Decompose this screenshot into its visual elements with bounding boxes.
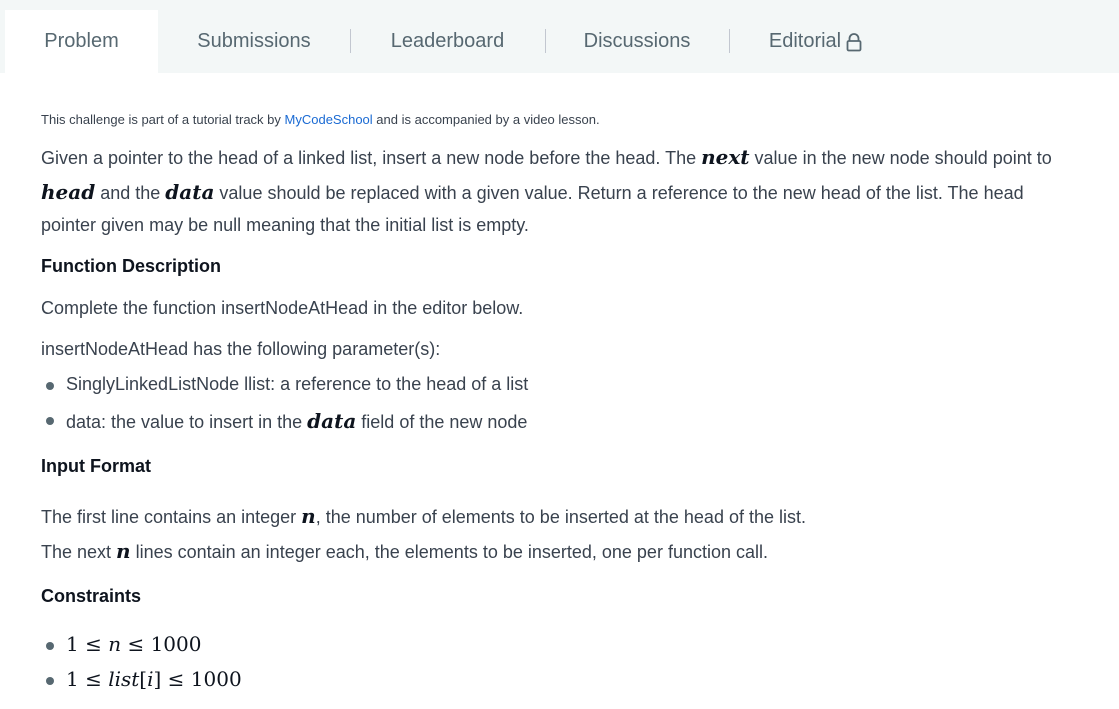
math-n: n [116,539,131,563]
input-text: lines contain an integer each, the elements to be inserted, one per function call. [130,542,768,562]
tab-editorial[interactable] [748,10,884,73]
description-text: pointer given may be null meaning that the initial list is empty. [41,215,529,235]
mycodeschool-link[interactable]: MyCodeSchool [284,112,373,127]
description-line-1 [41,145,1052,169]
function-description-line-1: Complete the function insertNodeAtHead in the editor below. [41,298,524,318]
tab-leaderboard-label: Leaderboard [390,30,505,52]
description-text: value in the new node should point to [749,148,1052,168]
param-text: field of the new node [356,412,528,432]
description-text: Given a pointer to the head of a linked list, insert a new node before the head. The [41,148,702,168]
tab-divider [545,29,546,53]
constraint-list-i [66,667,242,691]
tab-divider [729,29,730,53]
tab-problem[interactable] [5,10,158,73]
constraint-text: [ [139,667,148,691]
param-text: data: the value to insert in the [66,412,308,432]
tab-bar [0,0,1119,73]
function-description-heading: Function Description [41,256,221,276]
bullet-icon [46,642,54,650]
param-data [66,409,527,433]
lock-icon [845,32,863,52]
math-list: list [108,667,140,691]
description-text: and the [95,183,166,203]
tab-editorial-label: Editorial [768,30,842,52]
input-text: The first line contains an integer [41,507,302,527]
constraint-text: 1 ≤ [66,667,109,691]
math-n: n [301,504,316,528]
input-format-line-1 [41,504,806,528]
tab-discussions[interactable] [562,10,712,73]
param-llist: SinglyLinkedListNode llist: a reference to the head of a list [66,374,529,394]
math-i: i [147,667,154,691]
math-data: data [165,180,215,204]
tab-problem-label: Problem [44,30,119,52]
constraint-text: ] ≤ 1000 [153,667,242,691]
tab-submissions-label: Submissions [197,30,311,52]
function-description-line-2: insertNodeAtHead has the following parameter(s): [41,339,441,359]
tab-discussions-label: Discussions [583,30,691,52]
bullet-icon [46,417,54,425]
math-data: data [307,409,357,433]
track-note-prefix: This challenge is part of a tutorial track by [41,112,285,127]
input-text: The next [41,542,117,562]
description-line-3 [41,215,529,236]
constraint-n [66,632,201,656]
math-head: head [41,180,96,204]
constraint-text: 1 ≤ [66,632,109,656]
bullet-icon [46,382,54,390]
input-format-line-2 [41,539,768,563]
input-format-heading: Input Format [41,456,151,476]
tab-divider [350,29,351,53]
description-line-2 [41,180,1024,204]
constraint-text: ≤ 1000 [121,632,202,656]
tab-submissions[interactable] [175,10,333,73]
track-note-suffix: and is accompanied by a video lesson. [372,112,600,127]
input-text: , the number of elements to be inserted at the head of the list. [315,507,806,527]
tab-leaderboard[interactable] [370,10,525,73]
tutorial-track-note [41,112,600,127]
math-next: next [701,145,750,169]
description-text: value should be replaced with a given value. Return a reference to the new head of the list. The head [214,183,1024,203]
bullet-icon [46,677,54,685]
constraints-heading: Constraints [41,586,142,606]
math-n: n [108,632,122,656]
